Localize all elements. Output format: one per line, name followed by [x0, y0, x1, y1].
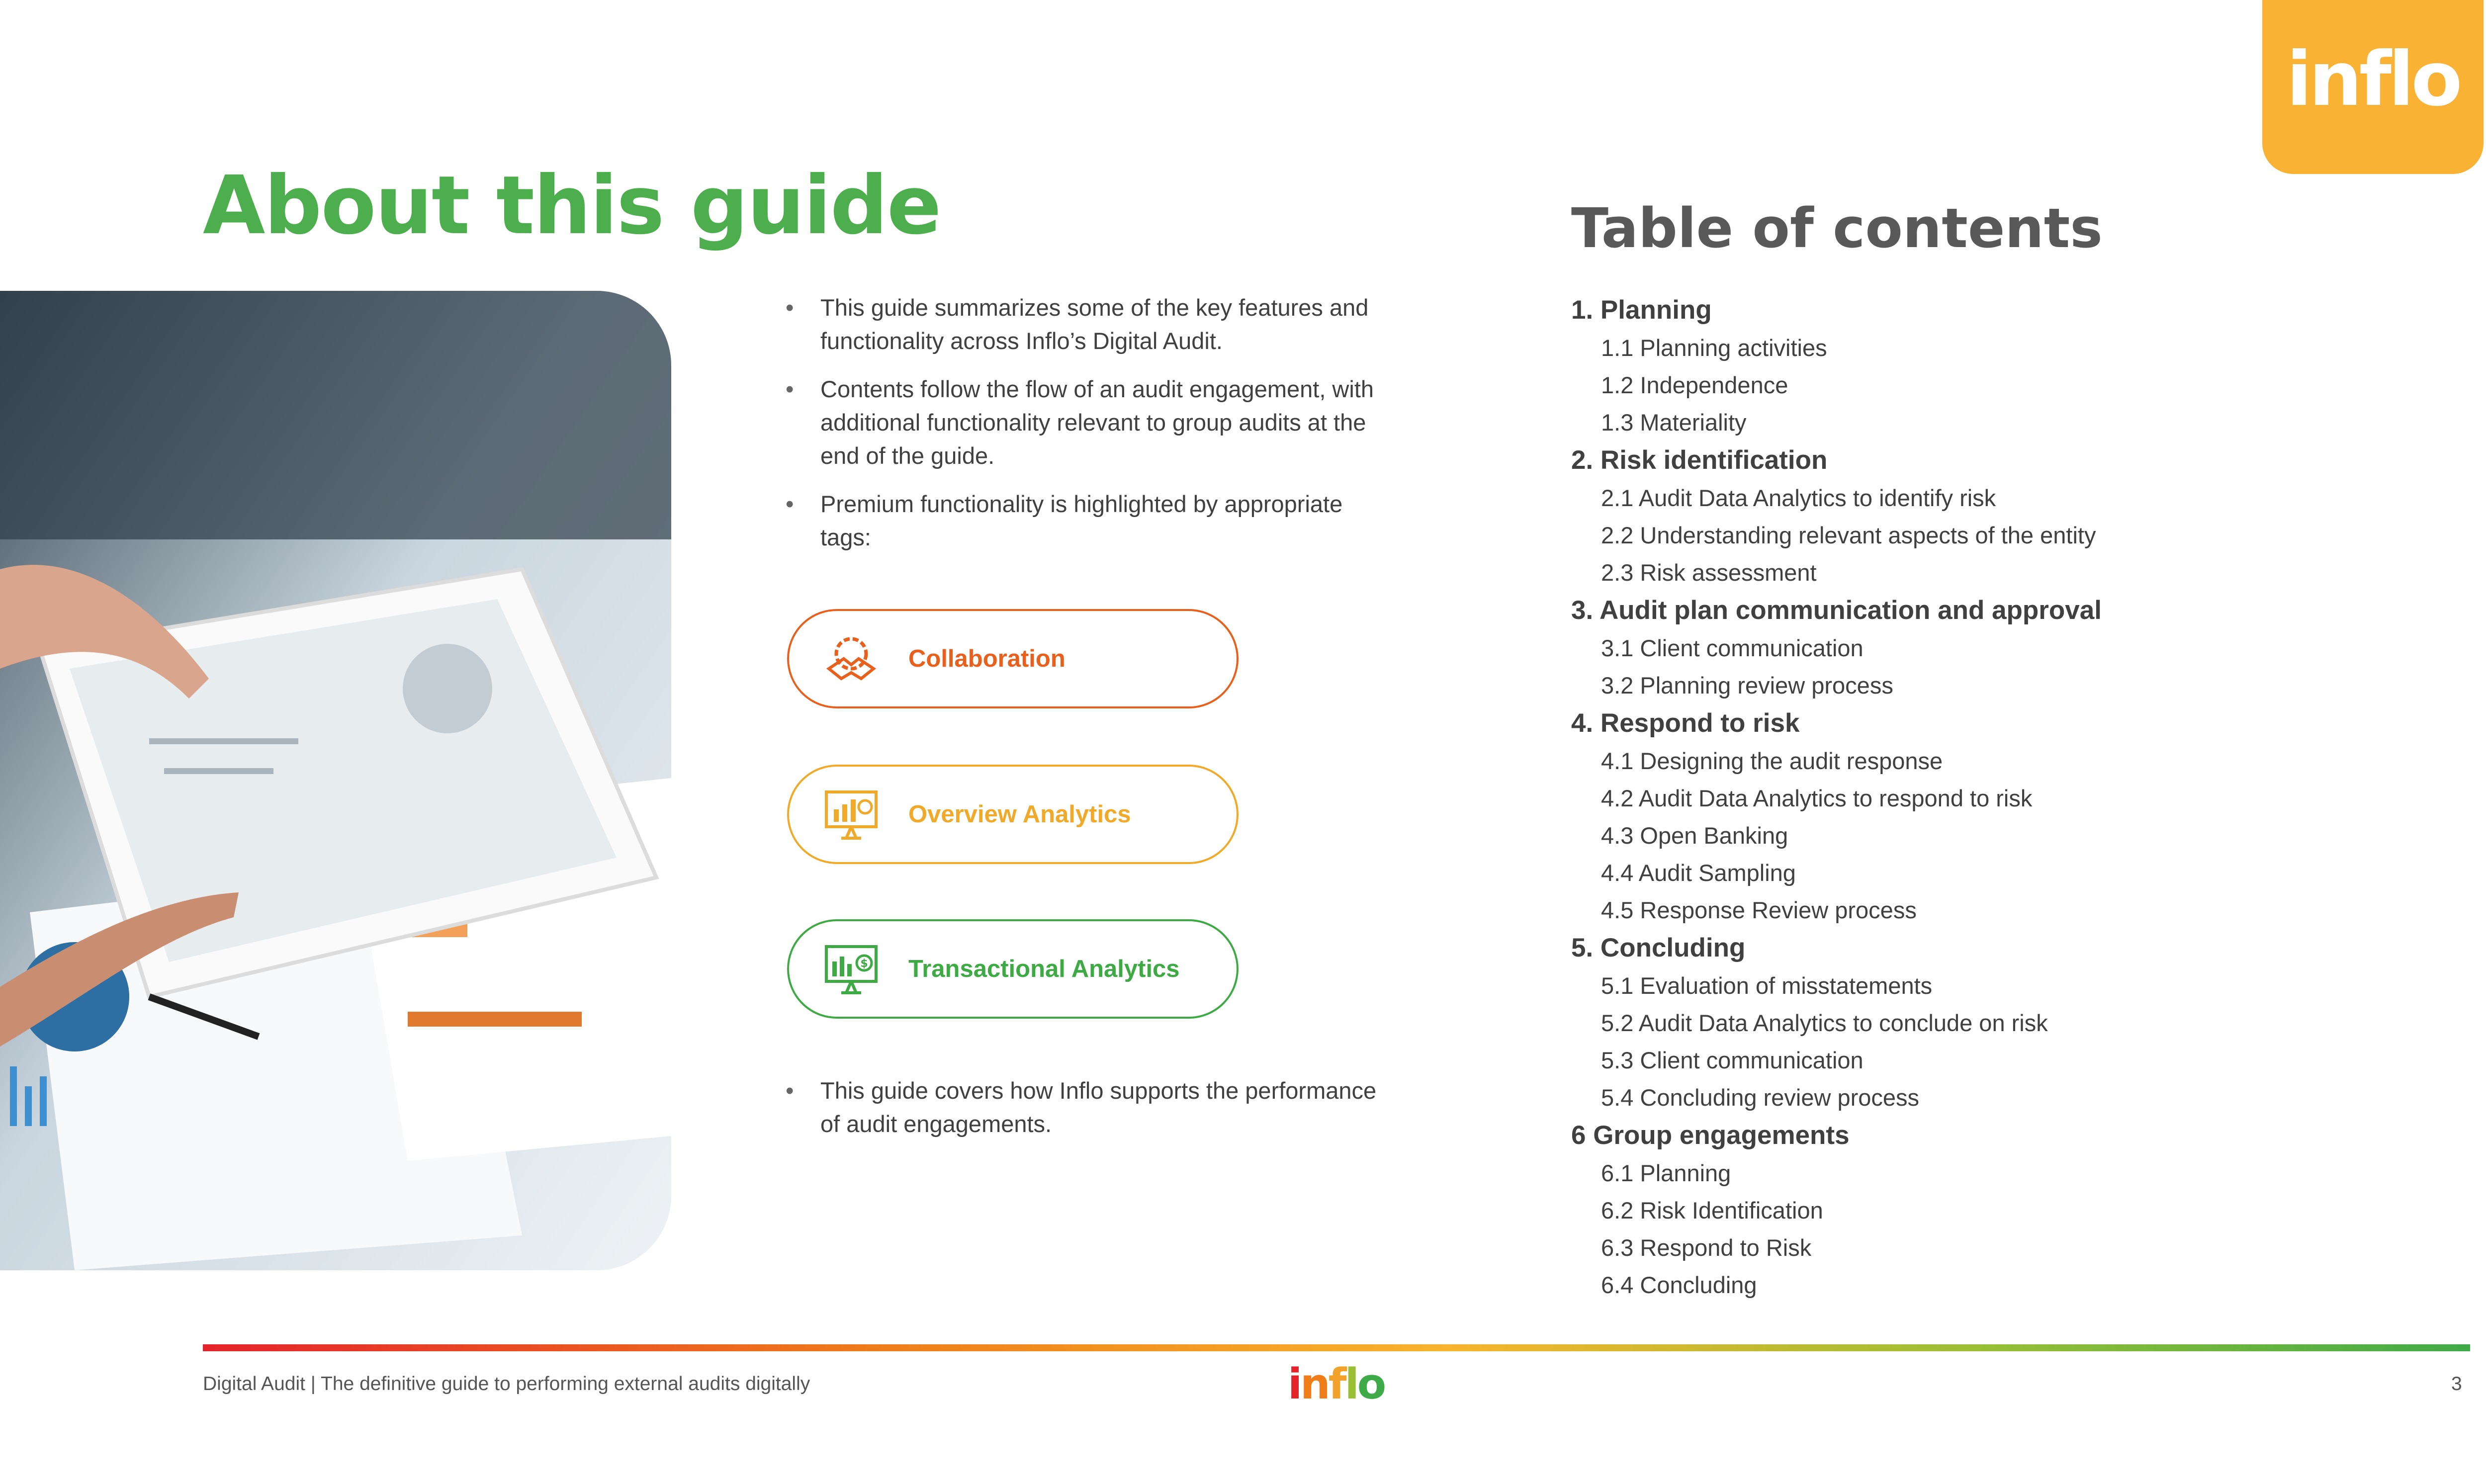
handshake-gear-icon	[819, 626, 884, 691]
footer-text: Digital Audit | The definitive guide to performing external audits digitally	[203, 1373, 810, 1395]
tag-label: Collaboration	[908, 645, 1065, 672]
toc-section: 2. Risk identification	[1571, 445, 1828, 475]
toc-item: 5.2 Audit Data Analytics to conclude on risk	[1601, 1010, 2048, 1036]
intro-bullet: • Premium functionality is highlighted by appropriate tags:	[786, 487, 1382, 554]
overview-analytics-tag	[787, 765, 1239, 864]
toc-title: Table of contents	[1571, 196, 2103, 260]
toc-item: 1.2 Independence	[1601, 372, 1788, 398]
toc-item: 2.2 Understanding relevant aspects of the entity	[1601, 522, 2096, 548]
toc-item: 1.3 Materiality	[1601, 409, 1747, 436]
toc-item: 2.3 Risk assessment	[1601, 559, 1817, 586]
toc-item: 6.2 Risk Identification	[1601, 1197, 1823, 1223]
toc-item: 4.4 Audit Sampling	[1601, 860, 1796, 886]
toc-section: 5. Concluding	[1571, 933, 1746, 962]
hero-photo	[0, 291, 671, 1270]
toc-section: 3. Audit plan communication and approval	[1571, 596, 2102, 625]
closing-bullet-list	[786, 1074, 1382, 1155]
toc-item: 6.4 Concluding	[1601, 1272, 1757, 1298]
toc-item: 6.1 Planning	[1601, 1160, 1731, 1186]
toc-item: 3.2 Planning review process	[1601, 672, 1893, 698]
inflo-logo-badge	[2262, 0, 2484, 174]
closing-bullet: • This guide covers how Inflo supports the performance of audit engagements.	[786, 1074, 1382, 1140]
toc-item: 4.5 Response Review process	[1601, 897, 1917, 923]
inflo-logo-text: inflo	[2286, 36, 2460, 123]
toc-item: 1.1 Planning activities	[1601, 335, 1827, 361]
toc-item: 4.3 Open Banking	[1601, 822, 1788, 849]
dollar-monitor-icon	[819, 937, 884, 1001]
toc-item: 5.4 Concluding review process	[1601, 1084, 1920, 1111]
intro-bullet: • This guide summarizes some of the key features and functionality across Inflo’s Digital Audit.	[786, 291, 1382, 357]
chart-monitor-icon	[819, 782, 884, 847]
toc-section: 1. Planning	[1571, 295, 1712, 325]
footer-gradient-rule	[203, 1344, 2470, 1351]
toc-section: 6 Group engagements	[1571, 1121, 1850, 1150]
tag-label: Overview Analytics	[908, 801, 1131, 828]
table-of-contents	[1571, 291, 2486, 1304]
toc-item: 6.3 Respond to Risk	[1601, 1234, 1812, 1261]
toc-item: 4.2 Audit Data Analytics to respond to risk	[1601, 785, 2033, 811]
toc-item: 4.1 Designing the audit response	[1601, 748, 1943, 774]
toc-section: 4. Respond to risk	[1571, 708, 1800, 738]
collaboration-tag	[787, 609, 1239, 708]
toc-item: 2.1 Audit Data Analytics to identify risk	[1601, 485, 1996, 511]
footer-inflo-logo: inflo	[1288, 1360, 1385, 1409]
page-title: About this guide	[203, 159, 941, 253]
intro-bullet-list	[786, 291, 1382, 569]
transactional-analytics-tag	[787, 919, 1239, 1019]
toc-item: 5.1 Evaluation of misstatements	[1601, 972, 1933, 999]
tag-label: Transactional Analytics	[908, 956, 1180, 982]
toc-item: 3.1 Client communication	[1601, 635, 1864, 661]
intro-bullet: • Contents follow the flow of an audit engagement, with additional functionality relevant to group audits at the end of the guide.	[786, 372, 1382, 472]
page-number: 3	[2451, 1373, 2462, 1395]
toc-item: 5.3 Client communication	[1601, 1047, 1864, 1073]
svg-text:$: $	[860, 958, 868, 970]
